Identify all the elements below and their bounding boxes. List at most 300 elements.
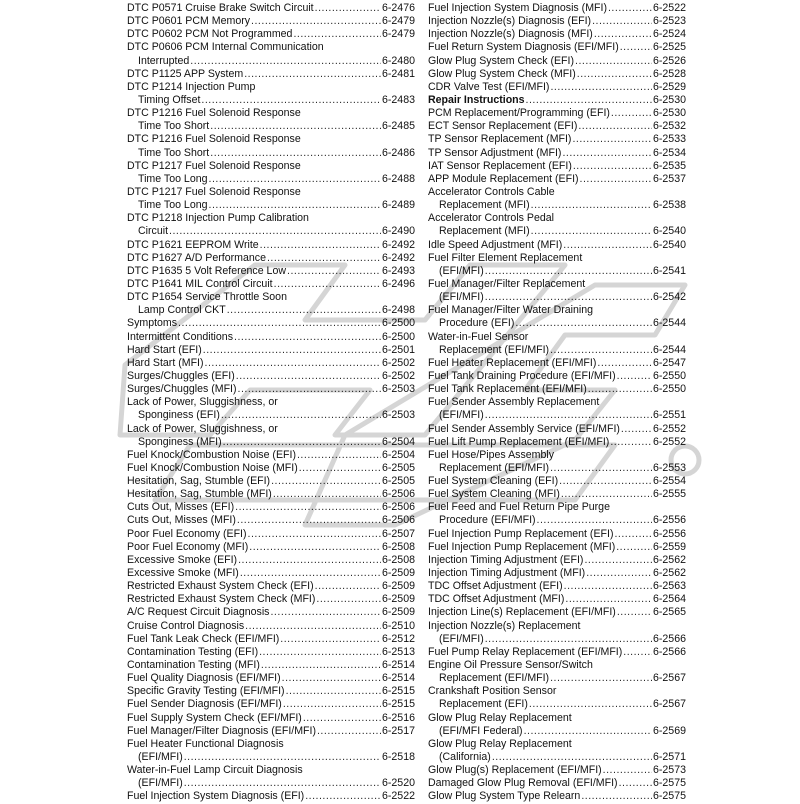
index-entry-heading: [428, 620, 686, 633]
index-entry: [428, 790, 686, 803]
dot-leader: [317, 725, 381, 738]
index-entry-page: 6-2503: [382, 409, 415, 422]
dot-leader: [261, 659, 381, 672]
index-entry-title: Fuel Sender Assembly Service (EFI/MFI): [428, 422, 620, 435]
index-entry: [127, 462, 415, 475]
index-entry-title: Hesitation, Sag, Stumble (MFI): [127, 488, 272, 501]
dot-leader: [221, 409, 381, 422]
index-entry-title: Accelerator Controls Pedal: [428, 212, 555, 225]
index-entry: [127, 304, 415, 317]
index-entry-title: Excessive Smoke (MFI): [127, 567, 239, 580]
index-entry: [127, 659, 415, 672]
index-entry-page: 6-2508: [382, 540, 415, 553]
index-entry: [127, 344, 415, 357]
index-entry-title: Idle Speed Adjustment (MFI): [428, 238, 563, 251]
dot-leader: [210, 120, 381, 133]
index-entry-title: Glow Plug System Check (EFI): [428, 54, 574, 67]
index-entry-title: Damaged Glow Plug Removal (EFI/MFI): [428, 777, 618, 790]
index-entry-title: Surges/Chuggles (EFI): [127, 369, 235, 382]
index-entry: [428, 370, 686, 383]
index-entry-title: DTC P1216 Fuel Solenoid Response: [127, 133, 301, 146]
index-entry: [428, 423, 686, 436]
index-entry-title: Lack of Power, Sluggishness, or: [127, 396, 278, 409]
dot-leader: [169, 225, 381, 238]
index-entry: [428, 68, 686, 81]
dot-leader: [617, 606, 652, 619]
index-entry-title: Timing Offset: [138, 93, 201, 106]
index-entry-heading: [127, 41, 415, 54]
index-entry-page: 6-2505: [382, 461, 415, 474]
index-entry-title: (EFI/MFI Federal): [439, 724, 523, 737]
index-entry-title: Cuts Out, Misses (MFI): [127, 514, 236, 527]
dot-leader: [619, 777, 652, 790]
dot-leader: [537, 514, 652, 527]
index-entry: [127, 436, 415, 449]
index-entry-title: Sponginess (EFI): [138, 409, 220, 422]
index-entry: [428, 317, 686, 330]
index-entry-heading: [428, 685, 686, 698]
index-entry-title: DTC P1125 APP System: [127, 67, 244, 80]
index-entry-title: TP Sensor Replacement (MFI): [428, 133, 572, 146]
index-entry-title: Specific Gravity Testing (EFI/MFI): [127, 685, 285, 698]
index-entry: [127, 620, 415, 633]
index-entry-title: Fuel Manager/Filter Replacement: [428, 277, 586, 290]
index-entry: [428, 436, 686, 449]
index-entry-page: 6-2513: [382, 645, 415, 658]
index-entry-page: 6-2553: [653, 461, 686, 474]
index-entry-page: 6-2505: [382, 475, 415, 488]
index-entry-title: Fuel Injection Pump Replacement (MFI): [428, 540, 616, 553]
index-entry-title: DTC P0606 PCM Internal Communication: [127, 41, 324, 54]
index-entry-title: Poor Fuel Economy (EFI): [127, 527, 247, 540]
dot-leader: [260, 239, 381, 252]
index-entry-title: Glow Plug(s) Replacement (EFI/MFI): [428, 764, 602, 777]
dot-leader: [270, 606, 381, 619]
index-entry-title: Symptoms: [127, 317, 178, 330]
dot-leader: [580, 173, 652, 186]
index-entry-page: 6-2517: [382, 724, 415, 737]
dot-leader: [559, 475, 652, 488]
index-entry: [127, 370, 415, 383]
index-entry-title: Time Too Long: [138, 172, 208, 185]
index-entry: [127, 698, 415, 711]
index-entry-page: 6-2502: [382, 369, 415, 382]
index-entry: [428, 81, 686, 94]
dot-leader: [526, 94, 652, 107]
index-entry-title: Replacement (MFI): [439, 225, 530, 238]
index-entry-title: Intermittent Conditions: [127, 330, 233, 343]
index-entry-title: Fuel Lift Pump Replacement (EFI/MFI): [428, 435, 610, 448]
index-entry-title: Fuel Knock/Combustion Noise (MFI): [127, 461, 298, 474]
index-entry-title: Fuel Sender Diagnosis (EFI/MFI): [127, 698, 282, 711]
index-entry-title: Poor Fuel Economy (MFI): [127, 540, 249, 553]
index-entry-title: Fuel Manager/Filter Water Draining: [428, 304, 594, 317]
index-entry-title: Contamination Testing (MFI): [127, 659, 260, 672]
index-entry: [428, 265, 686, 278]
index-entry-heading: [127, 81, 415, 94]
index-entry-title: Glow Plug Relay Replacement: [428, 737, 572, 750]
dot-leader: [190, 55, 381, 68]
index-entry: [428, 41, 686, 54]
index-entry: [428, 777, 686, 790]
dot-leader: [531, 199, 652, 212]
index-entry: [428, 133, 686, 146]
dot-leader: [305, 790, 381, 803]
index-entry-page: 6-2500: [382, 330, 415, 343]
dot-leader: [209, 173, 382, 186]
index-entry-page: 6-2510: [382, 619, 415, 632]
index-entry-heading: [127, 160, 415, 173]
index-entry-heading: [428, 212, 686, 225]
dot-leader: [603, 764, 652, 777]
index-entry-title: Fuel Hose/Pipes Assembly: [428, 448, 555, 461]
index-entry-page: 6-2509: [382, 606, 415, 619]
index-entry-page: 6-2547: [653, 356, 686, 369]
index-entry: [127, 672, 415, 685]
index-entry: [127, 488, 415, 501]
index-entry-page: 6-2524: [653, 28, 686, 41]
index-entry: [127, 265, 415, 278]
index-entry: [127, 790, 415, 803]
index-entry-title: Fuel Heater Replacement (EFI/MFI): [428, 356, 597, 369]
index-entry: [127, 199, 415, 212]
index-entry: [428, 751, 686, 764]
index-entry: [428, 357, 686, 370]
index-entry-title: TP Sensor Adjustment (MFI): [428, 146, 562, 159]
dot-leader: [293, 28, 381, 41]
index-entry-page: 6-2504: [382, 435, 415, 448]
index-entry-title: CDR Valve Test (EFI/MFI): [428, 80, 550, 93]
index-entry-title: Fuel Knock/Combustion Noise (EFI): [127, 448, 296, 461]
index-entry: [428, 107, 686, 120]
index-entry: [428, 646, 686, 659]
index-entry-heading: [127, 107, 415, 120]
dot-leader: [201, 94, 381, 107]
index-entry-title: Injection Nozzle(s) Replacement: [428, 619, 581, 632]
dot-leader: [184, 751, 381, 764]
index-entry-title: Fuel Pump Relay Replacement (EFI/MFI): [428, 645, 623, 658]
dot-leader: [238, 383, 381, 396]
index-entry-title: DTC P1641 MIL Control Circuit: [127, 277, 273, 290]
index-entry: [428, 567, 686, 580]
dot-leader: [178, 317, 381, 330]
index-entry-title: Hesitation, Sag, Stumble (EFI): [127, 475, 271, 488]
index-entry: [428, 672, 686, 685]
index-entry: [127, 501, 415, 514]
index-entry-heading: [127, 186, 415, 199]
index-entry-page: 6-2556: [653, 514, 686, 527]
index-entry-title: Replacement (EFI/MFI): [439, 672, 550, 685]
dot-leader: [299, 462, 381, 475]
dot-leader: [617, 370, 652, 383]
dot-leader: [561, 488, 652, 501]
index-entry-page: 6-2503: [382, 383, 415, 396]
index-entry-page: 6-2533: [653, 133, 686, 146]
index-entry-page: 6-2573: [653, 764, 686, 777]
index-entry-title: Hard Start (MFI): [127, 356, 204, 369]
index-entry-page: 6-2556: [653, 527, 686, 540]
index-entry: [428, 2, 686, 15]
index-entry: [428, 541, 686, 554]
index-entry: [428, 528, 686, 541]
index-entry-page: 6-2496: [382, 277, 415, 290]
dot-leader: [616, 541, 652, 554]
index-entry: [428, 160, 686, 173]
index-column-right: [428, 2, 686, 804]
index-entry: [428, 225, 686, 238]
index-entry: [127, 541, 415, 554]
index-entry: [428, 514, 686, 527]
index-entry-page: 6-2571: [653, 751, 686, 764]
index-entry-heading: [127, 291, 415, 304]
index-entry: [127, 633, 415, 646]
dot-leader: [240, 567, 381, 580]
index-entry-page: 6-2551: [653, 409, 686, 422]
dot-leader: [611, 107, 652, 120]
dot-leader: [608, 2, 652, 15]
index-entry-page: 6-2529: [653, 80, 686, 93]
dot-leader: [245, 620, 381, 633]
index-entry: [127, 554, 415, 567]
dot-leader: [515, 317, 652, 330]
dot-leader: [303, 712, 381, 725]
index-entry-heading: [127, 738, 415, 751]
index-entry-page: 6-2569: [653, 724, 686, 737]
dot-leader: [274, 278, 381, 291]
dot-leader: [271, 475, 381, 488]
index-entry-page: 6-2483: [382, 93, 415, 106]
dot-leader: [550, 81, 652, 94]
index-entry-title: Contamination Testing (EFI): [127, 645, 259, 658]
index-entry-page: 6-2515: [382, 685, 415, 698]
index-entry: [127, 777, 415, 790]
index-entry: [127, 646, 415, 659]
index-entry: [428, 344, 686, 357]
index-entry: [127, 68, 415, 81]
index-entry-page: 6-2488: [382, 172, 415, 185]
index-entry-title: Fuel Tank Draining Procedure (EFI/MFI): [428, 369, 616, 382]
dot-leader: [578, 120, 652, 133]
dot-leader: [623, 646, 652, 659]
index-entry-page: 6-2552: [653, 422, 686, 435]
index-entry-title: (EFI/MFI): [439, 264, 484, 277]
index-entry-title: (EFI/MFI): [439, 291, 484, 304]
index-entry: [127, 225, 415, 238]
index-entry-page: 6-2562: [653, 567, 686, 580]
index-entry: [428, 593, 686, 606]
dot-leader: [315, 2, 381, 15]
index-entry-page: 6-2480: [382, 54, 415, 67]
dot-leader: [184, 777, 381, 790]
index-entry-title: DTC P0601 PCM Memory: [127, 15, 251, 28]
index-entry-page: 6-2540: [653, 225, 686, 238]
index-entry-title: Replacement (EFI/MFI): [439, 343, 550, 356]
dot-leader: [237, 514, 381, 527]
dot-leader: [485, 265, 652, 278]
index-entry-title: DTC P1627 A/D Performance: [127, 251, 266, 264]
index-entry-title: Fuel System Cleaning (EFI): [428, 475, 559, 488]
index-entry-heading: [127, 133, 415, 146]
dot-leader: [227, 304, 381, 317]
index-entry-page: 6-2538: [653, 199, 686, 212]
index-entry-heading: [428, 712, 686, 725]
index-entry-page: 6-2523: [653, 15, 686, 28]
index-entry-title: Injection Timing Adjustment (MFI): [428, 567, 586, 580]
index-entry-page: 6-2486: [382, 146, 415, 159]
index-entry-page: 6-2541: [653, 264, 686, 277]
index-entry-page: 6-2522: [653, 2, 686, 14]
dot-leader: [550, 462, 652, 475]
index-entry-title: Repair Instructions: [428, 93, 525, 106]
index-entry-page: 6-2559: [653, 540, 686, 553]
index-entry-title: Injection Line(s) Replacement (EFI/MFI): [428, 606, 616, 619]
index-entry-heading: [127, 423, 415, 436]
index-entry: [428, 239, 686, 252]
index-entry: [428, 199, 686, 212]
index-entry-title: Injection Nozzle(s) Diagnosis (EFI): [428, 15, 592, 28]
index-entry: [127, 514, 415, 527]
dot-leader: [286, 685, 381, 698]
index-entry: [428, 633, 686, 646]
index-entry-page: 6-2514: [382, 672, 415, 685]
index-entry-page: 6-2555: [653, 488, 686, 501]
dot-leader: [592, 15, 652, 28]
index-entry-page: 6-2554: [653, 475, 686, 488]
index-entry-title: Surges/Chuggles (MFI): [127, 383, 237, 396]
dot-leader: [597, 357, 652, 370]
index-entry-title: IAT Sensor Replacement (EFI): [428, 159, 572, 172]
index-entry-page: 6-2506: [382, 514, 415, 527]
index-entry-title: DTC P1216 Fuel Solenoid Response: [127, 107, 301, 120]
index-entry-page: 6-2516: [382, 711, 415, 724]
index-entry-page: 6-2508: [382, 553, 415, 566]
index-entry-title: Water-in-Fuel Sensor: [428, 330, 529, 343]
index-entry-page: 6-2501: [382, 343, 415, 356]
index-entry-page: 6-2575: [653, 777, 686, 790]
dot-leader: [205, 357, 381, 370]
index-entry-title: Procedure (EFI): [439, 317, 515, 330]
index-entry-title: ECT Sensor Replacement (EFI): [428, 120, 578, 133]
index-entry-title: Lack of Power, Sluggishness, or: [127, 422, 278, 435]
index-entry-title: Fuel Heater Functional Diagnosis: [127, 737, 284, 750]
index-entry-title: DTC P1635 5 Volt Reference Low: [127, 264, 286, 277]
index-entry-title: DTC P0571 Cruise Brake Switch Circuit: [127, 2, 314, 14]
index-entry-page: 6-2537: [653, 172, 686, 185]
index-entry-title: Replacement (MFI): [439, 199, 530, 212]
dot-leader: [564, 580, 652, 593]
index-entry-title: Time Too Short: [138, 120, 210, 133]
index-entry-page: 6-2540: [653, 238, 686, 251]
index-entry-title: Procedure (EFI/MFI): [439, 514, 536, 527]
index-entry: [428, 55, 686, 68]
index-entry-heading: [428, 501, 686, 514]
dot-leader: [594, 28, 652, 41]
index-entry-page: 6-2525: [653, 41, 686, 54]
dot-leader: [550, 672, 652, 685]
index-entry-page: 6-2500: [382, 317, 415, 330]
index-entry-title: Fuel Sender Assembly Replacement: [428, 396, 600, 409]
index-entry-title: (EFI/MFI): [138, 777, 183, 790]
index-entry: [127, 28, 415, 41]
index-entry: [428, 409, 686, 422]
dot-leader: [236, 370, 381, 383]
dot-leader: [485, 291, 652, 304]
index-entry-page: 6-2567: [653, 698, 686, 711]
index-entry-title: DTC P1621 EEPROM Write: [127, 238, 259, 251]
dot-leader: [259, 646, 381, 659]
index-entry-page: 6-2489: [382, 199, 415, 212]
dot-leader: [248, 528, 381, 541]
index-entry: [428, 173, 686, 186]
index-entry-page: 6-2528: [653, 67, 686, 80]
index-entry-title: TDC Offset Adjustment (MFI): [428, 593, 565, 606]
index-entry-page: 6-2506: [382, 488, 415, 501]
dot-leader: [614, 528, 652, 541]
index-entry-title: Glow Plug System Check (MFI): [428, 67, 576, 80]
index-entry-page: 6-2544: [653, 317, 686, 330]
index-entry-page: 6-2481: [382, 67, 415, 80]
index-entry-page: 6-2506: [382, 501, 415, 514]
index-entry-title: Fuel Supply System Check (EFI/MFI): [127, 711, 302, 724]
index-entry-page: 6-2550: [653, 369, 686, 382]
index-entry-page: 6-2507: [382, 527, 415, 540]
index-entry-title: DTC P1218 Injection Pump Calibration: [127, 212, 309, 225]
dot-leader: [223, 436, 381, 449]
dot-leader: [485, 409, 652, 422]
index-entry: [127, 475, 415, 488]
index-entry-page: 6-2490: [382, 225, 415, 238]
index-entry: [127, 317, 415, 330]
index-entry: [428, 580, 686, 593]
dot-leader: [575, 55, 652, 68]
index-entry-title: Accelerator Controls Cable: [428, 185, 555, 198]
index-entry-title: Injection Nozzle(s) Diagnosis (MFI): [428, 28, 593, 41]
index-entry-title: Fuel Quality Diagnosis (EFI/MFI): [127, 672, 281, 685]
index-entry-page: 6-2532: [653, 120, 686, 133]
index-entry-title: Restricted Exhaust System Check (EFI): [127, 580, 314, 593]
index-entry: [428, 462, 686, 475]
dot-leader: [584, 554, 652, 567]
index-entry: [127, 606, 415, 619]
index-entry-page: 6-2512: [382, 632, 415, 645]
dot-leader: [562, 147, 652, 160]
dot-leader: [529, 698, 652, 711]
index-entry-title: Fuel Tank Leak Check (EFI/MFI): [127, 632, 280, 645]
index-entry-heading: [428, 738, 686, 751]
index-entry: [428, 28, 686, 41]
index-entry-title: Fuel Tank Replacement (EFI/MFI): [428, 383, 587, 396]
dot-leader: [565, 593, 652, 606]
index-entry-title: Restricted Exhaust System Check (MFI): [127, 593, 316, 606]
dot-leader: [485, 633, 652, 646]
index-entry: [428, 488, 686, 501]
index-entry-title: Hard Start (EFI): [127, 343, 202, 356]
index-entry: [127, 528, 415, 541]
index-entry-page: 6-2562: [653, 553, 686, 566]
dot-leader: [531, 225, 652, 238]
dot-leader: [210, 147, 381, 160]
index-entry-page: 6-2509: [382, 593, 415, 606]
index-entry-page: 6-2520: [382, 777, 415, 790]
index-entry: [127, 567, 415, 580]
dot-leader: [297, 449, 381, 462]
dot-leader: [620, 41, 652, 54]
dot-leader: [573, 160, 652, 173]
index-entry-page: 6-2563: [653, 580, 686, 593]
index-entry-heading: [127, 764, 415, 777]
index-entry: [127, 147, 415, 160]
index-entry-title: DTC P1214 Injection Pump: [127, 80, 256, 93]
